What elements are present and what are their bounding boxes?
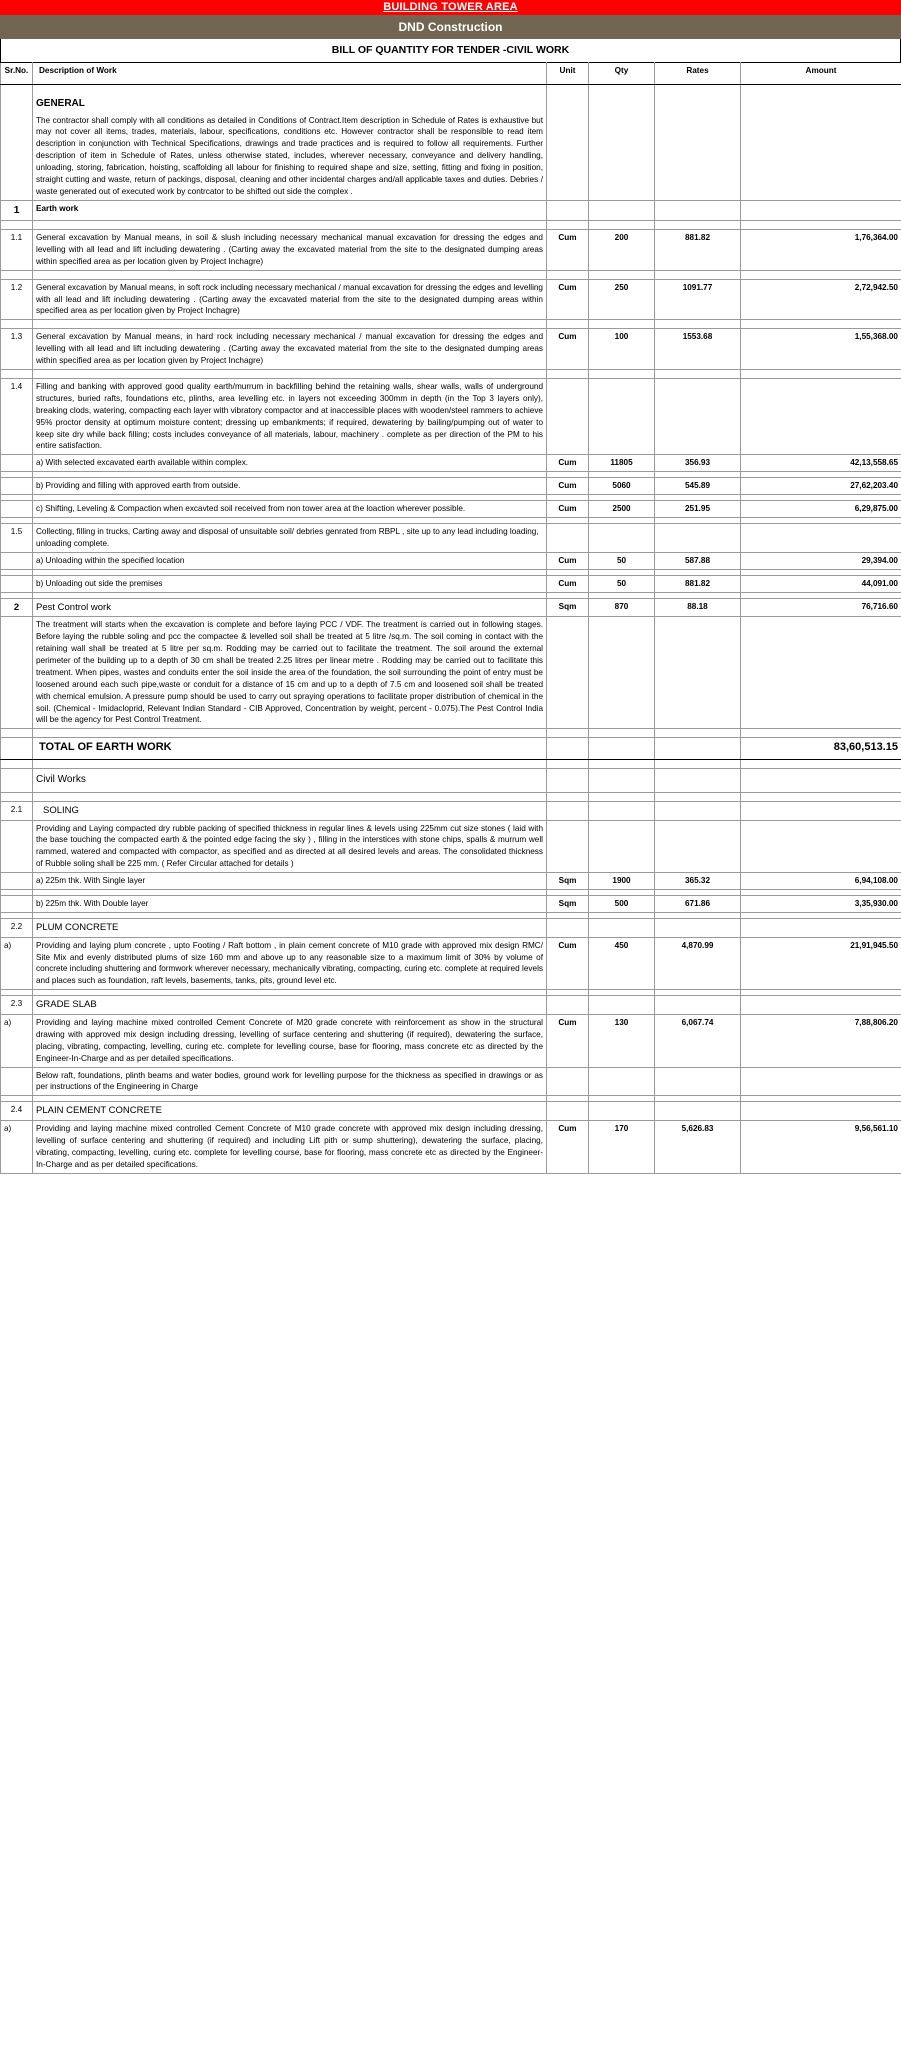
spacer-cell: [655, 792, 741, 801]
table-row: [1, 279, 901, 320]
row-unit: Sqm: [547, 896, 589, 913]
row-unit: Cum: [547, 279, 589, 320]
spacer-cell: [547, 369, 589, 378]
soling-description: Providing and Laying compacted dry rubble packing of specified thickness in regular lines & levels using 225mm cut size stones ( laid with the base touching the compacted earth & the pointed edge facing the sky ) , filling in the interstices with stone chips, spalls & murrum well rammed, watered and compacted with compactor, as specified and as directed at all desired levels and areas. The consolidated thickness of Rubble soling shall be 225 mm. ( Refer Circular attached for details ): [33, 820, 547, 873]
pest-control-unit: Sqm: [547, 598, 589, 617]
grade-note-amount: [741, 1067, 901, 1096]
row-unit: Cum: [547, 229, 589, 270]
row-sr: 1.3: [1, 329, 33, 370]
row-rate: [655, 523, 741, 552]
spacer-cell: [589, 760, 655, 769]
row-amount: 44,091.00: [741, 575, 901, 592]
total-unit: [547, 738, 589, 760]
row-rate: 356.93: [655, 455, 741, 472]
row-amount: 1,76,364.00: [741, 229, 901, 270]
row-unit: Sqm: [547, 873, 589, 890]
pest-note-unit: [547, 617, 589, 729]
total-rate: [655, 738, 741, 760]
row-description: b) Providing and filling with approved earth from outside.: [33, 478, 547, 495]
row-sr: [1, 896, 33, 913]
earth-work-title: Earth work: [33, 200, 547, 220]
table-row: [1, 873, 901, 890]
pest-note-sr: [1, 617, 33, 729]
general-rate: [655, 85, 741, 201]
general-unit: [547, 85, 589, 201]
soling-desc-rate: [655, 820, 741, 873]
table-row: [1, 501, 901, 518]
row-description: General excavation by Manual means, in hard rock including necessary mechanical / manual excavation for dressing the edges and levelling with all lead and lift including dewatering . (Carting away the excavated material from the site to the designated dumping areas within specified area as per location given by Project Inchagre): [33, 329, 547, 370]
row-description: b) 225m thk. With Double layer: [33, 896, 547, 913]
row-description: c) Shifting, Leveling & Compaction when excavted soil received from non tower area at the loaction wherever possible.: [33, 501, 547, 518]
general-cell: [33, 85, 547, 201]
general-amount: [741, 85, 901, 201]
row-amount: 6,94,108.00: [741, 873, 901, 890]
general-sr: [1, 85, 33, 201]
spacer-cell: [33, 320, 547, 329]
row-sr: 1.4: [1, 378, 33, 454]
table-row: [1, 937, 901, 990]
row-rate: 881.82: [655, 575, 741, 592]
row-unit: Cum: [547, 501, 589, 518]
row-qty: 2500: [589, 501, 655, 518]
row-qty: 50: [589, 575, 655, 592]
table-row-plain-cement-concrete-title: [1, 1102, 901, 1121]
building-tower-area-banner: [0, 0, 901, 15]
spacer-row: [1, 320, 901, 329]
spacer-row: [1, 270, 901, 279]
soling-desc-amount: [741, 820, 901, 873]
spacer-cell: [33, 729, 547, 738]
spacer-cell: [741, 792, 901, 801]
spacer-cell: [589, 792, 655, 801]
row-description: a) Unloading within the specified location: [33, 552, 547, 569]
row-qty: 11805: [589, 455, 655, 472]
header-amount: Amount: [741, 63, 901, 85]
row-sr: [1, 501, 33, 518]
row-sr: a): [1, 937, 33, 990]
earth-work-qty: [589, 200, 655, 220]
grade-slab-qty: [589, 996, 655, 1015]
spacer-cell: [547, 760, 589, 769]
row-sr: [1, 873, 33, 890]
grade-slab-rate: [655, 996, 741, 1015]
row-sr: a): [1, 1121, 33, 1174]
row-sr: 1.2: [1, 279, 33, 320]
spacer-cell: [33, 369, 547, 378]
grade-slab-amount: [741, 996, 901, 1015]
row-rate: 5,626.83: [655, 1121, 741, 1174]
row-unit: Cum: [547, 552, 589, 569]
soling-qty: [589, 801, 655, 820]
row-description: Providing and laying machine mixed controlled Cement Concrete of M20 grade concrete with reinforcement as show in the structural drawing with approved mix design including dressing, levelling of surface centering and shuttering (if required), dewatering the surface, placing, vibrating, compacting, levelling, curing etc. complete for levelling course, base for flooring, mass concrete etc as directed by the Engineer-In-Charge and as per detailed specifications.: [33, 1015, 547, 1068]
table-row-pest-control-note: [1, 617, 901, 729]
header-description: Description of Work: [33, 63, 547, 85]
grade-slab-unit: [547, 996, 589, 1015]
spacer-cell: [1, 220, 33, 229]
spacer-cell: [33, 760, 547, 769]
spacer-row: [1, 729, 901, 738]
row-amount: 29,394.00: [741, 552, 901, 569]
plum-amount: [741, 918, 901, 937]
row-amount: 3,35,930.00: [741, 896, 901, 913]
pest-control-title: Pest Control work: [33, 598, 547, 617]
row-unit: Cum: [547, 937, 589, 990]
table-body: [1, 85, 901, 1174]
earth-work-sr: 1: [1, 200, 33, 220]
table-row: [1, 1015, 901, 1068]
pest-control-note: The treatment will starts when the excavation is complete and before laying PCC / VDF. The treatment is carried out in following stages. Before laying the rubble soling and pcc the compactee & levelled soil shall be treated at 5 litre /sq.m. The soil coming in contact with the retaining wall shall be treated at 5 litre per sq.m. Rodding may be carried out to facilitate the treatment. The soil around the external perimeter of the building up to a depth of 30 cm shall be treated 2.25 litres per linear metre . Rodding may be carried out to facilitate this treatment. When pipes, wastes and conduits enter the soil inside the area of the foundation, the soil surrounding the point of entry must be loosened around each such pipe,waste or conduit for a distance of 15 cm and up to a depth of 7.5 cm and loosened soil shall be treated with chemical emulsion. A pressure pump should be used to carry out spraying operations to facilitate proper distribution of chemical in the soil. (Chemical - Imidacloprid, Relevant Indian Standard - CIB Approved, Concentration by weight, percent - 0.075).The Pest Control India will be the agency for Pest Control Treatment.: [33, 617, 547, 729]
spacer-cell: [33, 220, 547, 229]
spacer-cell: [1, 729, 33, 738]
pcc-qty: [589, 1102, 655, 1121]
row-amount: 9,56,561.10: [741, 1121, 901, 1174]
plum-qty: [589, 918, 655, 937]
row-amount: 1,55,368.00: [741, 329, 901, 370]
row-description: Filling and banking with approved good quality earth/murrum in backfilling behind the retaining walls, shear walls, walls of underground structures, buried rafts, foundations etc, plinths, area levelling etc. in layers not exceeding 300mm in depth (in the Top 3 layers only), breaking clods, watering, compacting each layer with vibratory compactor and at inaccessible places with wooden/steel rammers to achieve 95% proctor density at optimum moisture content; dressing up embankments; if required, dewatering by bailing/pumping out of water to keep site dry while back filling; costs includes conveyance of all materials, labour, machinery . complete as per direction of the PM to his entire satisfaction.: [33, 378, 547, 454]
spacer-cell: [741, 369, 901, 378]
row-rate: 671.86: [655, 896, 741, 913]
row-qty: 5060: [589, 478, 655, 495]
plum-unit: [547, 918, 589, 937]
soling-desc-sr: [1, 820, 33, 873]
row-unit: [547, 523, 589, 552]
civil-works-title: Civil Works: [33, 769, 547, 793]
spacer-cell: [547, 792, 589, 801]
grade-note-sr: [1, 1067, 33, 1096]
soling-desc-unit: [547, 820, 589, 873]
row-qty: 170: [589, 1121, 655, 1174]
row-description: Providing and laying machine mixed controlled Cement Concrete of M10 grade concrete with approved mix design including dressing, levelling of surface centering and shuttering (if required) and including Lift pith or sump shuttering), dewatering the surface, placing, vibrating, compacting, levelling, curing etc. complete for levelling course, base for flooring, mass concrete etc as directed by the Engineer-In-Charge and as per detailed specifications.: [33, 1121, 547, 1174]
table-row: [1, 1121, 901, 1174]
spacer-cell: [589, 729, 655, 738]
plum-rate: [655, 918, 741, 937]
row-amount: 7,88,806.20: [741, 1015, 901, 1068]
total-earth-work-label: TOTAL OF EARTH WORK: [33, 738, 547, 760]
table-row-general: [1, 85, 901, 201]
spacer-cell: [655, 729, 741, 738]
earth-work-unit: [547, 200, 589, 220]
general-qty: [589, 85, 655, 201]
spacer-cell: [589, 320, 655, 329]
row-rate: 6,067.74: [655, 1015, 741, 1068]
table-row-soling-title: [1, 801, 901, 820]
row-qty: 200: [589, 229, 655, 270]
spacer-cell: [589, 220, 655, 229]
row-qty: 500: [589, 896, 655, 913]
spacer-row: [1, 220, 901, 229]
spacer-cell: [1, 792, 33, 801]
earth-work-rate: [655, 200, 741, 220]
document-title: BILL OF QUANTITY FOR TENDER -CIVIL WORK: [0, 39, 901, 62]
table-row: [1, 896, 901, 913]
civil-works-sr: [1, 769, 33, 793]
row-description: General excavation by Manual means, in soft rock including necessary mechanical / manual excavation for dressing the edges and levelling with all lead and lift including dewatering . (Carting away the excavated material from the site to the designated dumping areas within specified area as per location given by Project Inchagre): [33, 279, 547, 320]
row-rate: 365.32: [655, 873, 741, 890]
row-sr: [1, 478, 33, 495]
civil-works-rate: [655, 769, 741, 793]
spacer-cell: [655, 369, 741, 378]
spacer-cell: [547, 320, 589, 329]
row-rate: 1553.68: [655, 329, 741, 370]
row-qty: [589, 378, 655, 454]
header-row: [1, 63, 901, 85]
row-sr: 1.5: [1, 523, 33, 552]
spacer-cell: [655, 760, 741, 769]
row-amount: [741, 523, 901, 552]
row-sr: 1.1: [1, 229, 33, 270]
pcc-sr: 2.4: [1, 1102, 33, 1121]
row-rate: 881.82: [655, 229, 741, 270]
spacer-cell: [655, 320, 741, 329]
header-unit: Unit: [547, 63, 589, 85]
soling-sr: 2.1: [1, 801, 33, 820]
spacer-row: [1, 792, 901, 801]
row-amount: [741, 378, 901, 454]
pest-note-qty: [589, 617, 655, 729]
row-rate: 545.89: [655, 478, 741, 495]
row-qty: 250: [589, 279, 655, 320]
spacer-cell: [655, 270, 741, 279]
row-amount: 21,91,945.50: [741, 937, 901, 990]
row-qty: 50: [589, 552, 655, 569]
row-amount: 27,62,203.40: [741, 478, 901, 495]
table-row: [1, 455, 901, 472]
row-unit: Cum: [547, 455, 589, 472]
table-row: [1, 478, 901, 495]
row-amount: 42,13,558.65: [741, 455, 901, 472]
spacer-cell: [547, 270, 589, 279]
header-rates: Rates: [655, 63, 741, 85]
header-qty: Qty: [589, 63, 655, 85]
pest-note-amount: [741, 617, 901, 729]
table-row: [1, 378, 901, 454]
pcc-rate: [655, 1102, 741, 1121]
total-sr: [1, 738, 33, 760]
spacer-cell: [33, 792, 547, 801]
table-header: [1, 63, 901, 85]
row-qty: [589, 523, 655, 552]
spacer-cell: [741, 270, 901, 279]
bill-of-quantity-table: [0, 62, 901, 1174]
row-amount: 6,29,875.00: [741, 501, 901, 518]
table-row-soling-desc: [1, 820, 901, 873]
row-unit: Cum: [547, 1015, 589, 1068]
header-sr-no: Sr.No.: [1, 63, 33, 85]
row-qty: 450: [589, 937, 655, 990]
table-row: [1, 329, 901, 370]
soling-unit: [547, 801, 589, 820]
pest-control-rate: 88.18: [655, 598, 741, 617]
table-row-plum-concrete-title: [1, 918, 901, 937]
grade-slab-note: Below raft, foundations, plinth beams and water bodies, ground work for levelling purpose for the thickness as specified in drawings or as per instructions of the Engineering in Charge: [33, 1067, 547, 1096]
row-unit: Cum: [547, 329, 589, 370]
civil-works-unit: [547, 769, 589, 793]
soling-title: SOLING: [33, 801, 547, 820]
row-description: General excavation by Manual means, in soil & slush including necessary mechanical manual excavation for dressing the edges and levelling with all lead and lift including dewatering . (Carting away the excavated material from the site to the designated dumping areas within specified area as per location given by Project Inchagre): [33, 229, 547, 270]
spacer-cell: [589, 270, 655, 279]
total-earth-work-amount: 83,60,513.15: [741, 738, 901, 760]
pest-note-rate: [655, 617, 741, 729]
table-row-total-earth-work: [1, 738, 901, 760]
table-row-section-earth-work: [1, 200, 901, 220]
grade-slab-title: GRADE SLAB: [33, 996, 547, 1015]
row-unit: Cum: [547, 478, 589, 495]
pcc-title: PLAIN CEMENT CONCRETE: [33, 1102, 547, 1121]
grade-note-qty: [589, 1067, 655, 1096]
row-rate: 251.95: [655, 501, 741, 518]
spacer-cell: [1, 369, 33, 378]
spacer-cell: [547, 729, 589, 738]
spacer-cell: [1, 320, 33, 329]
row-sr: [1, 455, 33, 472]
row-qty: 1900: [589, 873, 655, 890]
spacer-row: [1, 369, 901, 378]
pcc-unit: [547, 1102, 589, 1121]
table-row: [1, 552, 901, 569]
spacer-cell: [741, 220, 901, 229]
row-unit: Cum: [547, 1121, 589, 1174]
row-rate: 1091.77: [655, 279, 741, 320]
company-banner: DND Construction: [0, 15, 901, 39]
soling-rate: [655, 801, 741, 820]
spacer-cell: [547, 220, 589, 229]
row-qty: 100: [589, 329, 655, 370]
spacer-cell: [33, 270, 547, 279]
row-sr: a): [1, 1015, 33, 1068]
row-description: a) 225m thk. With Single layer: [33, 873, 547, 890]
pest-control-sr: 2: [1, 598, 33, 617]
row-sr: [1, 575, 33, 592]
table-row: [1, 523, 901, 552]
spacer-cell: [1, 270, 33, 279]
row-rate: 587.88: [655, 552, 741, 569]
pest-control-amount: 76,716.60: [741, 598, 901, 617]
total-qty: [589, 738, 655, 760]
spacer-cell: [741, 760, 901, 769]
pcc-amount: [741, 1102, 901, 1121]
building-tower-area-text: BUILDING TOWER AREA: [383, 1, 518, 13]
spacer-cell: [655, 220, 741, 229]
soling-amount: [741, 801, 901, 820]
row-amount: 2,72,942.50: [741, 279, 901, 320]
row-rate: [655, 378, 741, 454]
row-description: b) Unloading out side the premises: [33, 575, 547, 592]
spacer-cell: [589, 369, 655, 378]
soling-desc-qty: [589, 820, 655, 873]
table-row-grade-slab-title: [1, 996, 901, 1015]
row-qty: 130: [589, 1015, 655, 1068]
spacer-cell: [741, 320, 901, 329]
table-row-civil-works: [1, 769, 901, 793]
spacer-row: [1, 760, 901, 769]
row-description: a) With selected excavated earth available within complex.: [33, 455, 547, 472]
general-heading: GENERAL: [36, 98, 85, 109]
row-sr: [1, 552, 33, 569]
plum-title: PLUM CONCRETE: [33, 918, 547, 937]
spacer-cell: [741, 729, 901, 738]
row-rate: 4,870.99: [655, 937, 741, 990]
row-unit: [547, 378, 589, 454]
grade-slab-sr: 2.3: [1, 996, 33, 1015]
row-description: Collecting, filling in trucks, Carting away and disposal of unsuitable soil/ debries genrated from RBPL , site up to any lead including loading, unloading complete.: [33, 523, 547, 552]
earth-work-amount: [741, 200, 901, 220]
grade-note-rate: [655, 1067, 741, 1096]
plum-sr: 2.2: [1, 918, 33, 937]
row-unit: Cum: [547, 575, 589, 592]
civil-works-qty: [589, 769, 655, 793]
table-row: [1, 229, 901, 270]
grade-note-unit: [547, 1067, 589, 1096]
table-row: [1, 575, 901, 592]
civil-works-amount: [741, 769, 901, 793]
spacer-cell: [1, 760, 33, 769]
row-description: Providing and laying plum concrete , upto Footing / Raft bottom , in plain cement concrete of M10 grade with approved mix design RMC/ Site Mix and evenly distributed plums of size 160 mm and above up to any reasonable size to a maximum limit of 30% by volume of concrete including shuttering and formwork wherever necessary, mechanically vibrating, compacting, curing etc. complete at required levels and places such as foundation, raft levels, basements, tanks, pits, ground level etc.: [33, 937, 547, 990]
pest-control-qty: 870: [589, 598, 655, 617]
table-row-pest-control: [1, 598, 901, 617]
table-row-grade-slab-note: [1, 1067, 901, 1096]
general-body: The contractor shall comply with all conditions as detailed in Conditions of Contract.Item description in Schedule of Rates is exhaustive but may not cover all items, trades, materials, labour, specifications, conditions etc. However contractor shall be responsible to read item description in conjunction with Technical Specifications, drawings and trade practices and is required to follow all requirements. Further description of item in Schedule of Rates, unless otherwise stated, includes, wherever necessary, conveyance and delivery handling, unloading, storing, fabrication, hoisting, scaffolding all labour for finishing to required shape and size, setting, fitting and fixing in position, straight cutting and waste, return of packings, disposal, cleaning and other incidental charges and/all applicable taxes and duties. Debries / waste generated out of executed work by contrcator to be shifted out side the complex .: [36, 115, 543, 196]
